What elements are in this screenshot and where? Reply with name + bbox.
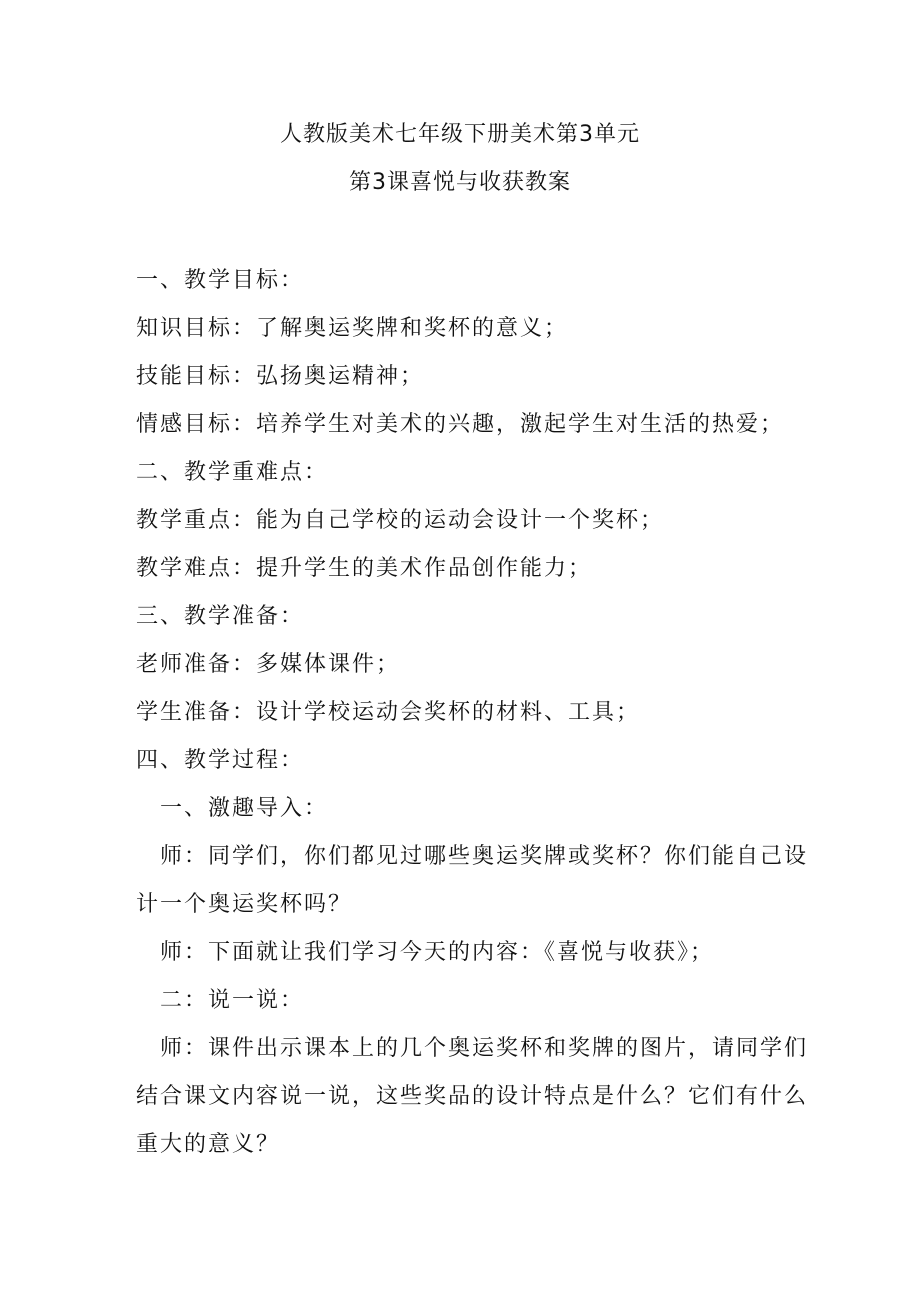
document-subtitle: 第3课喜悦与收获教案 [349,170,571,195]
paragraph-line: 计一个奥运奖杯吗？ [136,892,353,917]
paragraph-line: 师：同学们，你们都见过哪些奥运奖牌或奖杯？你们能自己设 [160,844,809,869]
step-heading-intro: 一、激趣导入： [160,796,329,821]
paragraph-line: 师：下面就让我们学习今天的内容：《喜悦与收获》； [160,940,715,965]
teacher-preparation: 老师准备：多媒体课件； [136,652,401,677]
knowledge-objective: 知识目标：了解奥运奖牌和奖杯的意义； [136,316,569,341]
document-title: 人教版美术七年级下册美术第3单元 [280,122,640,147]
student-preparation: 学生准备：设计学校运动会奖杯的材料、工具； [136,700,641,725]
skill-objective: 技能目标：弘扬奥运精神； [136,364,425,389]
key-point: 教学重点：能为自己学校的运动会设计一个奖杯； [136,508,665,533]
step-heading-discuss: 二：说一说： [160,988,305,1013]
section-heading-process: 四、教学过程： [136,748,305,773]
emotion-objective: 情感目标：培养学生对美术的兴趣，激起学生对生活的热爱； [136,412,785,437]
section-heading-preparation: 三、教学准备： [136,604,305,629]
paragraph-line: 结合课文内容说一说，这些奖品的设计特点是什么？它们有什么 [136,1084,809,1109]
paragraph-line: 重大的意义？ [136,1132,281,1157]
paragraph-line: 师：课件出示课本上的几个奥运奖杯和奖牌的图片，请同学们 [160,1036,809,1061]
difficult-point: 教学难点：提升学生的美术作品创作能力； [136,556,593,581]
section-heading-objectives: 一、教学目标： [136,268,305,293]
section-heading-key-points: 二、教学重难点： [136,460,329,485]
